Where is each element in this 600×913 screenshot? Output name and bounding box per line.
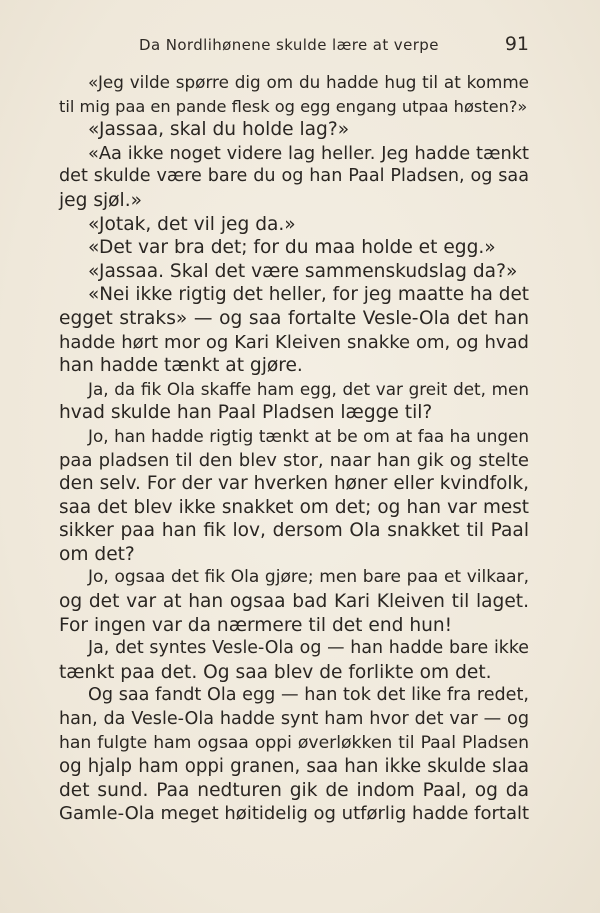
text-line: hadde hørt mor og Kari Kleiven snakke om, og hvad — [59, 331, 529, 353]
text-line: «Jeg vilde spørre dig om du hadde hug til at komme — [88, 72, 529, 92]
text-line: Jo, ogsaa det fik Ola gjøre; men bare paa et vilkaar, — [88, 567, 529, 588]
text-line: Jo, han hadde rigtig tænkt at be om at faa ha ungen — [88, 425, 529, 446]
text-line: For ingen var da nærmere til det end hun! — [59, 614, 453, 636]
text-line: og det var at han ogsaa bad Kari Kleiven til laget. — [59, 591, 529, 613]
text-line: tænkt paa det. Og saa blev de forlikte om det. — [59, 661, 492, 683]
text-line: saa det blev ikke snakket om det; og han var mest — [59, 496, 529, 518]
text-line: og hjalp ham oppi granen, saa han ikke skulde slaa — [59, 756, 529, 778]
text-line: han hadde tænkt at gjøre. — [59, 355, 303, 377]
text-line: «Nei ikke rigtig det heller, for jeg maatte ha det — [88, 284, 529, 306]
body-text — [59, 71, 529, 826]
text-line: om det? — [59, 543, 135, 565]
text-line: han, da Vesle-Ola hadde synt ham hvor det var — og — [59, 709, 529, 730]
text-line: Og saa fandt Ola egg — han tok det like fra redet, — [88, 685, 529, 706]
text-line: Ja, da fik Ola skaffe ham egg, det var greit det, men — [88, 378, 529, 399]
text-line: «Jotak, det vil jeg da.» — [88, 213, 296, 235]
text-line: det sund. Paa nedturen gik de indom Paal, og da — [59, 779, 529, 801]
text-line: sikker paa han fik lov, dersom Ola snakket til Paal — [59, 520, 529, 542]
text-line: «Jassaa, skal du holde lag?» — [88, 119, 350, 141]
text-line: han fulgte ham ogsaa oppi øverløkken til Paal Pladsen — [59, 732, 529, 753]
text-line: jeg sjøl.» — [59, 189, 143, 211]
text-line: «Det var bra det; for du maa holde et egg.» — [88, 237, 496, 259]
text-line: «Jassaa. Skal det være sammenskudslag da?» — [88, 260, 518, 282]
running-title: Da Nordlihønene skulde lære at verpe — [139, 36, 439, 54]
text-line: egget straks» — og saa fortalte Vesle-Ola det han — [59, 307, 529, 329]
text-line: den selv. For der var hverken høner eller kvindfolk, — [59, 473, 529, 495]
text-line: Gamle-Ola meget høitidelig og utførlig hadde fortalt — [59, 803, 530, 825]
text-line: til mig paa en pande flesk og egg engang utpaa høsten?» — [59, 96, 528, 116]
page-number: 91 — [504, 33, 529, 55]
text-line: Ja, det syntes Vesle-Ola og — han hadde bare ikke — [88, 638, 529, 659]
text-line: hvad skulde han Paal Pladsen lægge til? — [59, 402, 433, 424]
text-line: det skulde være bare du og han Paal Pladsen, og saa — [59, 166, 529, 187]
text-line: «Aa ikke noget videre lag heller. Jeg hadde tænkt — [88, 142, 529, 164]
running-header — [59, 33, 529, 60]
text-line: paa pladsen til den blev stor, naar han gik og stelte — [59, 449, 529, 471]
